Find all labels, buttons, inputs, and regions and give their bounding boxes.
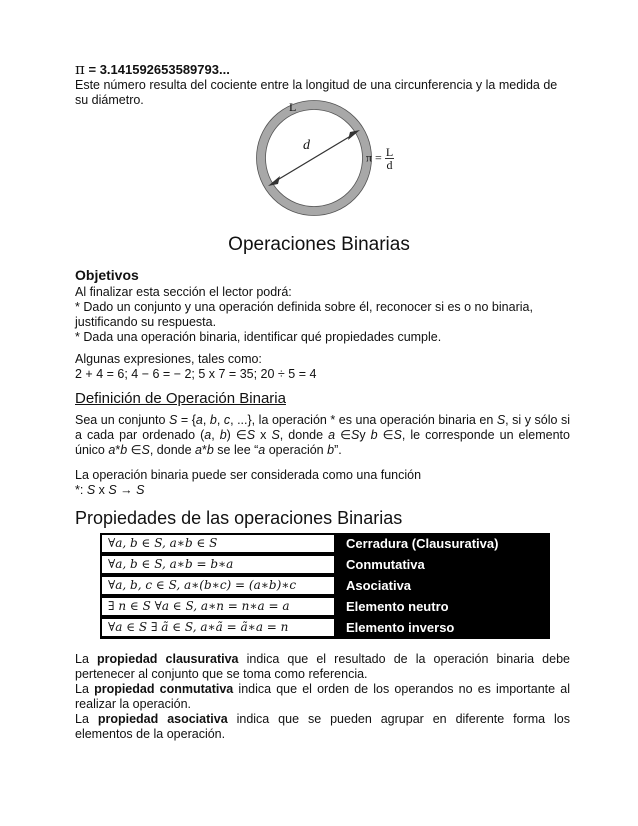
def-text: , le corresponde un elemento único <box>75 428 570 457</box>
objectives-heading: Objetivos <box>75 267 139 283</box>
property-name: Conmutativa <box>346 557 425 572</box>
def-var: S <box>141 443 150 457</box>
def-text: , si y sólo si a cada par ordenado ( <box>75 413 571 442</box>
def-var: S <box>271 428 280 442</box>
definition-paragraph <box>75 413 570 458</box>
def-var: a <box>204 428 212 442</box>
def-var: b <box>120 443 128 457</box>
def-text: x <box>255 428 272 442</box>
def-text: operación <box>265 443 328 457</box>
function-line: La operación binaria puede ser considerada como una función <box>75 468 422 482</box>
function-mapping <box>75 483 570 498</box>
def-text: , donde <box>279 428 329 442</box>
properties-table <box>100 533 550 639</box>
pi-equation <box>366 146 394 171</box>
def-var: S <box>350 428 360 442</box>
expressions-block <box>75 352 570 382</box>
def-text: , <box>216 413 224 427</box>
def-var: b <box>219 428 227 442</box>
property-formula: ∀a, b ∈ S, a∗b ∈ S <box>102 535 334 552</box>
desc-term: propiedad clausurativa <box>97 652 239 666</box>
desc-text: indica que se pueden agrupar en diferente forma los elementos de la operación. <box>75 712 570 741</box>
diameter-label: d <box>303 138 310 153</box>
def-text: = { <box>177 413 196 427</box>
def-var: b <box>327 443 335 457</box>
def-text: * <box>202 443 207 457</box>
desc-text: La <box>75 712 98 726</box>
def-var: a <box>108 443 116 457</box>
desc-term: propiedad asociativa <box>97 712 228 726</box>
def-var: b <box>209 413 217 427</box>
pi-value: = 3.141592653589793... <box>88 62 230 77</box>
def-text: ∈ <box>335 428 351 442</box>
def-text: ∈ <box>127 443 142 457</box>
map-var: S <box>108 483 117 497</box>
table-row <box>100 575 550 596</box>
def-var: a <box>195 443 202 457</box>
map-text: *: <box>75 483 87 497</box>
def-text: y <box>359 428 371 442</box>
definition-heading: Definición de Operación Binaria <box>75 390 286 407</box>
expressions-intro: Algunas expresiones, tales como: <box>75 352 262 366</box>
pi-symbol: π <box>75 60 85 78</box>
def-text: , donde <box>149 443 196 457</box>
def-var: b <box>206 443 214 457</box>
def-var: S <box>246 428 256 442</box>
pi-definition: Este número resulta del cociente entre la longitud de una circunferencia y la medida de su diámetro. <box>75 78 558 107</box>
property-name: Cerradura (Clausurativa) <box>346 536 499 551</box>
desc-text: La <box>75 652 98 666</box>
def-text: , <box>211 428 220 442</box>
clausurativa-description <box>75 652 570 682</box>
def-var: a <box>258 443 266 457</box>
table-row <box>100 554 550 575</box>
desc-text: indica que el resultado de la operación binaria debe pertenecer al conjunto que se toma como referencia. <box>75 652 570 681</box>
function-block <box>75 468 570 498</box>
table-row <box>100 617 550 638</box>
objectives-text <box>75 285 570 345</box>
map-text: x <box>95 483 109 497</box>
def-text: Sea un conjunto <box>75 413 169 427</box>
asociativa-description <box>75 712 570 742</box>
property-name: Asociativa <box>346 578 412 593</box>
desc-text: indica que el orden de los operandos no es importante al realizar la operación. <box>75 682 570 711</box>
map-var: S <box>136 483 145 497</box>
property-formula: ∀a, b ∈ S, a∗b = b∗a <box>102 556 334 573</box>
desc-text: La <box>75 682 95 696</box>
circumference-label: L <box>289 100 297 114</box>
pi-fraction-denominator: d <box>386 158 393 172</box>
table-row <box>100 596 550 617</box>
def-text: se lee “ <box>213 443 259 457</box>
pi-fraction <box>385 146 394 171</box>
def-text: ∈ <box>377 428 394 442</box>
def-text: , <box>202 413 210 427</box>
map-var: S <box>86 483 96 497</box>
pi-fraction-numerator: L <box>385 145 394 159</box>
property-formula: ∀a ∈ S ∃ ã ∈ S, a∗ã = ã∗a = n <box>102 619 334 636</box>
def-text: ”. <box>334 443 342 457</box>
expressions-examples: 2 + 4 = 6; 4 − 6 = − 2; 5 x 7 = 35; 20 ÷ 5 = 4 <box>75 367 317 381</box>
property-name: Elemento neutro <box>346 599 449 614</box>
def-var: a <box>328 428 336 442</box>
diameter-line <box>274 134 354 182</box>
pi-equation-lhs: π = <box>366 150 382 165</box>
def-var: S <box>169 413 178 427</box>
def-text: ) ∈ <box>226 428 247 442</box>
map-text: → <box>116 483 137 497</box>
property-formula: ∃ n ∈ S ∀a ∈ S, a∗n = n∗a = a <box>102 598 334 615</box>
desc-term: propiedad conmutativa <box>94 682 234 696</box>
property-formula: ∀a, b, c ∈ S, a∗(b∗c) = (a∗b)∗c <box>102 577 334 594</box>
objective-item-1: * Dado un conjunto y una operación definida sobre él, reconocer si es o no binaria, justificando su respuesta. <box>75 300 533 329</box>
property-name: Elemento inverso <box>346 620 455 635</box>
def-var: c <box>223 413 231 427</box>
properties-heading: Propiedades de las operaciones Binarias <box>75 508 403 528</box>
def-var: S <box>393 428 402 442</box>
def-text: , ...}, la operación * es una operación binaria en <box>230 413 497 427</box>
def-var: S <box>496 413 506 427</box>
def-var: b <box>370 428 378 442</box>
pi-value-line <box>75 60 230 78</box>
section-title: Operaciones Binarias <box>228 234 410 255</box>
def-text: * <box>115 443 121 457</box>
objective-item-2: * Dada una operación binaria, identificar qué propiedades cumple. <box>75 330 442 344</box>
conmutativa-description <box>75 682 570 712</box>
def-var: a <box>195 413 203 427</box>
properties-descriptions <box>75 652 570 742</box>
table-row <box>100 533 550 554</box>
objectives-intro: Al finalizar esta sección el lector podrá: <box>75 285 292 299</box>
